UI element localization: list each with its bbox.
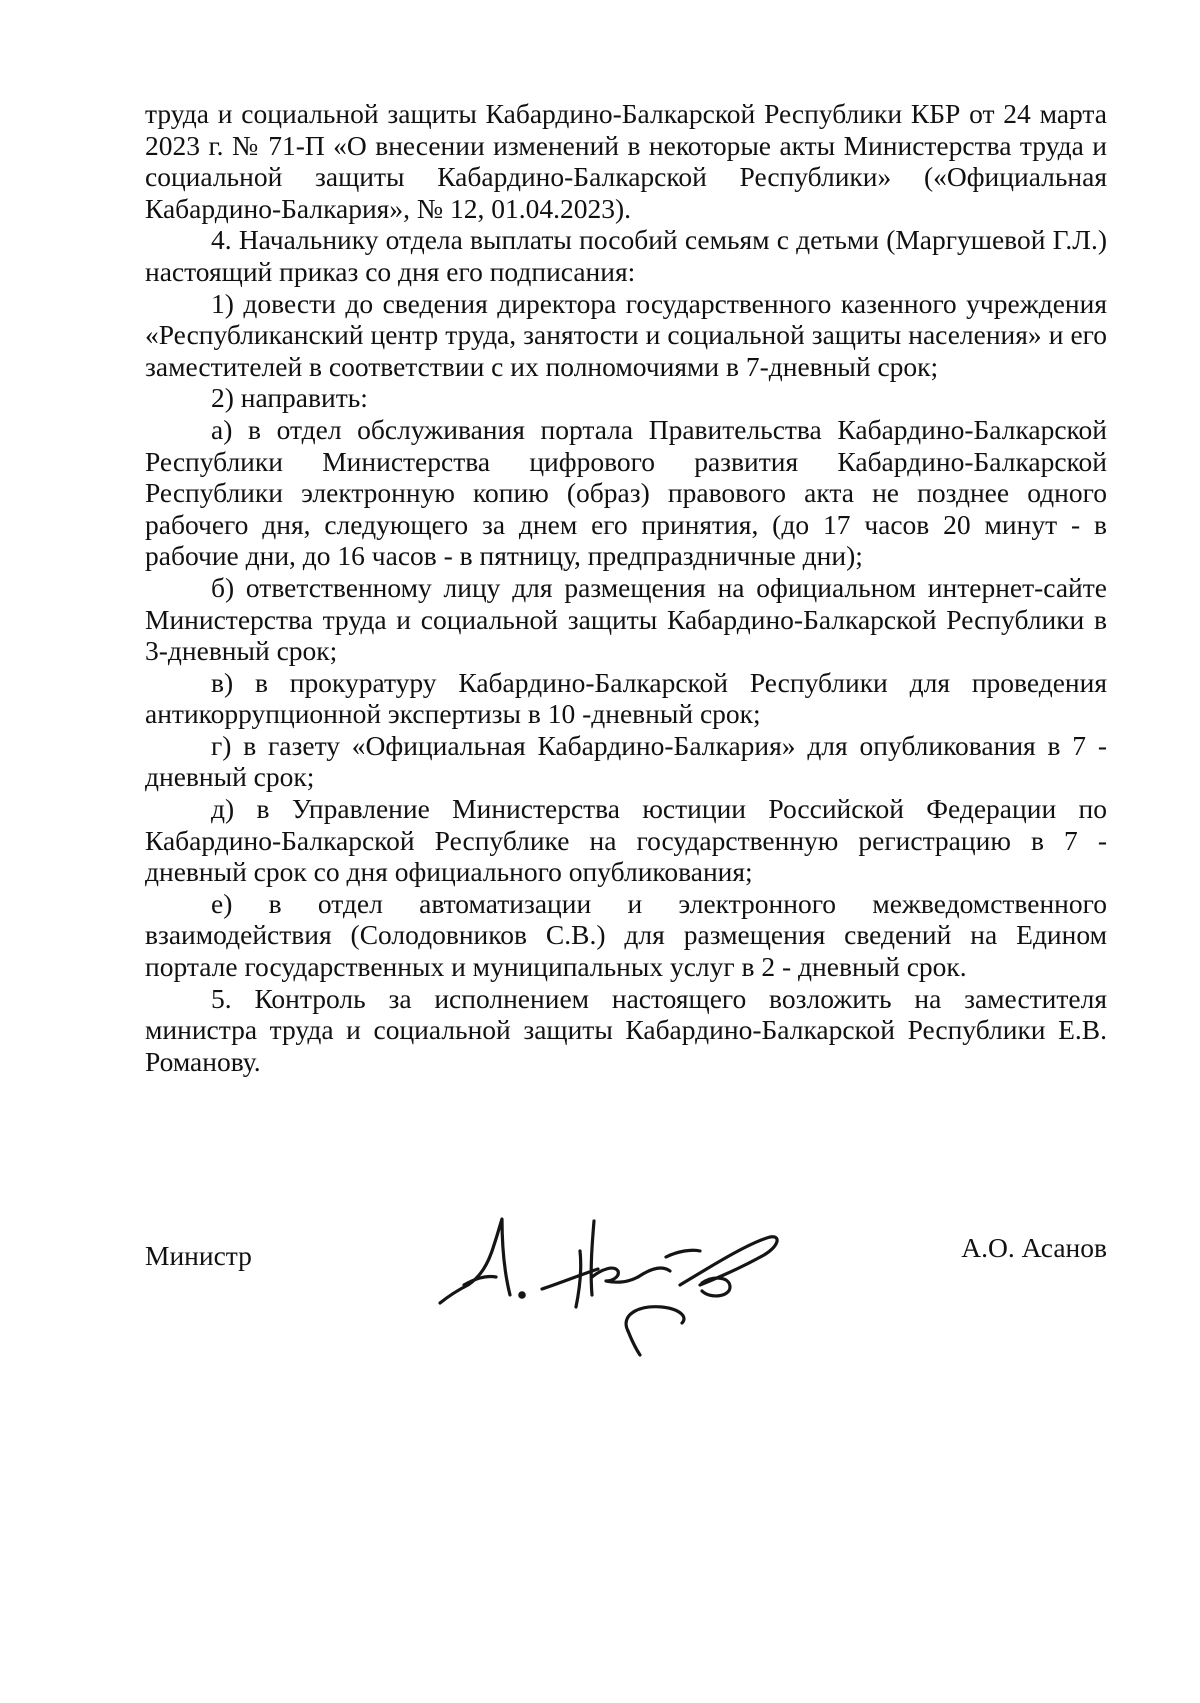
paragraph-subitem-e: е) в отдел автоматизации и электронного межведомственного взаимодействия (Солодовников С.В.) для размещения сведений на Едином портале государственных и муниципальных услуг в 2 - дневный срок.: [145, 887, 1107, 983]
paragraph-subitem-2: 2) направить:: [211, 382, 368, 414]
handwritten-signature: [430, 1185, 850, 1365]
paragraph-continuation: труда и социальной защиты Кабардино-Балкарской Республики КБР от 24 марта 2023 г. № 71-П «О внесении изменений в некоторые акты Министерства труда и социальной защиты Кабардино-Балкарской Республики» («Официальная Кабардино-Балкария», № 12, 01.04.2023).: [145, 98, 1107, 224]
paragraph-subitem-1: 1) довести до сведения директора государственного казенного учреждения «Республиканский центр труда, занятости и социальной защиты населения» и его заместителей в соответствии с их полномочиями в 7-дневный срок;: [145, 287, 1107, 382]
signatory-name: А.О. Асанов: [961, 1232, 1107, 1263]
paragraph-subitem-a: а) в отдел обслуживания портала Правительства Кабардино-Балкарской Республики Министерства цифрового развития Кабардино-Балкарской Республики электронную копию (образ) правового акта не позднее одного рабочего дня, следующего за днем его принятия, (до 17 часов 20 минут - в рабочие дни, до 16 часов - в пятницу, предпраздничные дни);: [145, 413, 1107, 572]
signatory-title: Министр: [145, 1240, 252, 1271]
paragraph-subitem-d: д) в Управление Министерства юстиции Российской Федерации по Кабардино-Балкарской Республике на государственную регистрацию в 7 - дневный срок со дня официального опубликования;: [145, 793, 1107, 888]
paragraph-subitem-b: б) ответственному лицу для размещения на официальном интернет-сайте Министерства труда и социальной защиты Кабардино-Балкарской Республики в 3-дневный срок;: [145, 571, 1107, 667]
document-body: [145, 98, 1107, 1077]
paragraph-subitem-v: в) в прокуратуру Кабардино-Балкарской Республики для проведения антикоррупционной экспертизы в 10 -дневный срок;: [145, 666, 1107, 730]
paragraph-subitem-g: г) в газету «Официальная Кабардино-Балкария» для опубликования в 7 - дневный срок;: [145, 729, 1107, 793]
paragraph-item-4: 4. Начальнику отдела выплаты пособий семьям с детьми (Маргушевой Г.Л.) настоящий приказ со дня его подписания:: [145, 224, 1107, 287]
paragraph-item-5: 5. Контроль за исполнением настоящего возложить на заместителя министра труда и социальной защиты Кабардино-Балкарской Республики Е.В. Романову.: [145, 982, 1107, 1077]
